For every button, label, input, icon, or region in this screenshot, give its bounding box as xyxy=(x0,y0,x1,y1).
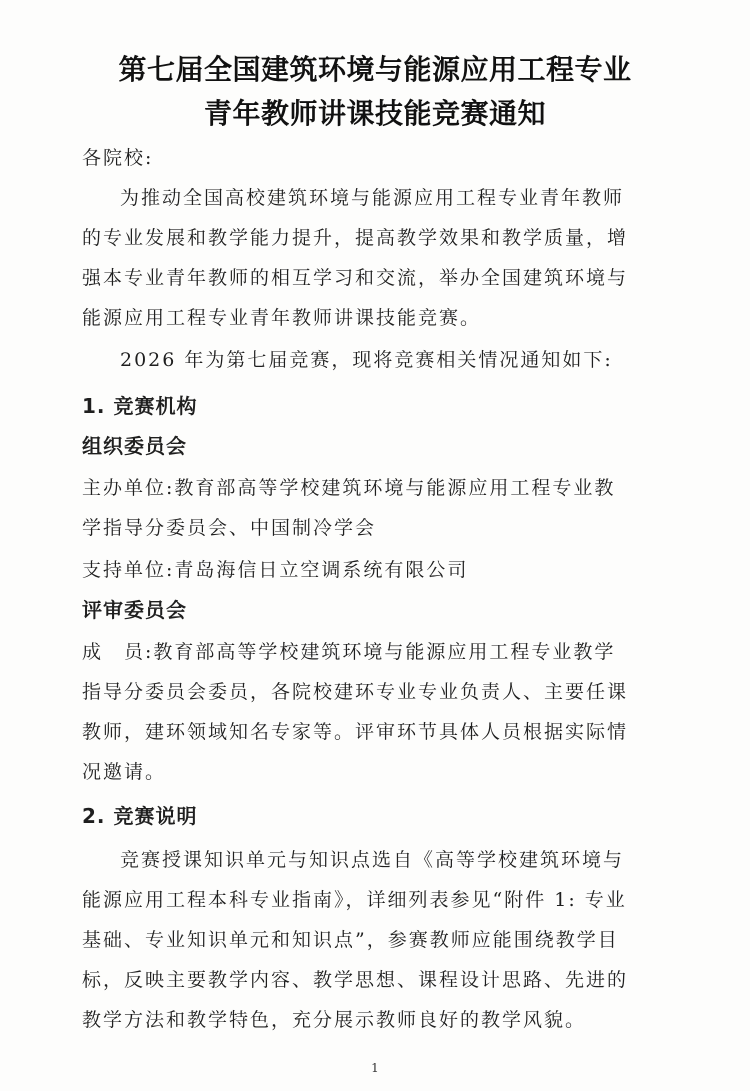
section-2-heading: 2. 竞赛说明 xyxy=(82,804,198,828)
member-line-1: 成 员:教育部高等学校建筑环境与能源应用工程专业教学 xyxy=(82,641,616,663)
section-2-line-1: 竞赛授课知识单元与知识点选自《高等学校建筑环境与 xyxy=(120,849,625,871)
intro-line-3: 强本专业青年教师的相互学习和交流，举办全国建筑环境与 xyxy=(82,267,629,289)
member-line-2: 指导分委员会委员，各院校建环专业专业负责人、主要任课 xyxy=(82,681,629,703)
section-1-heading: 1. 竞赛机构 xyxy=(82,394,198,418)
section-2-line-3: 基础、专业知识单元和知识点”，参赛教师应能围绕教学目 xyxy=(82,929,619,951)
host-line-2: 学指导分委员会、中国制冷学会 xyxy=(82,517,377,539)
page-number: 1 xyxy=(371,1061,379,1075)
member-line-3: 教师，建环领域知名专家等。评审环节具体人员根据实际情 xyxy=(82,721,629,743)
org-committee-heading: 组织委员会 xyxy=(82,434,187,458)
review-committee-heading: 评审委员会 xyxy=(82,598,187,622)
section-2-line-5: 教学方法和教学特色，充分展示教师良好的教学风貌。 xyxy=(82,1009,587,1031)
section-2-line-2: 能源应用工程本科专业指南》，详细列表参见“附件 1: 专业 xyxy=(82,889,627,911)
intro-line-1: 为推动全国高校建筑环境与能源应用工程专业青年教师 xyxy=(120,187,625,209)
title-line-1: 第七届全国建筑环境与能源应用工程专业 xyxy=(118,53,632,86)
support-line: 支持单位:青岛海信日立空调系统有限公司 xyxy=(82,559,469,581)
intro-line-2: 的专业发展和教学能力提升，提高教学效果和教学质量，增 xyxy=(82,227,629,249)
intro-line-4: 能源应用工程专业青年教师讲课技能竞赛。 xyxy=(82,307,482,329)
notice-line: 2026 年为第七届竞赛，现将竞赛相关情况通知如下: xyxy=(120,349,613,371)
host-line-1: 主办单位:教育部高等学校建筑环境与能源应用工程专业教 xyxy=(82,477,616,499)
salutation: 各院校: xyxy=(82,147,154,169)
member-line-4: 况邀请。 xyxy=(82,761,167,783)
title-line-2: 青年教师讲课技能竞赛通知 xyxy=(203,97,546,130)
section-2-line-4: 标，反映主要教学内容、教学思想、课程设计思路、先进的 xyxy=(82,969,629,991)
